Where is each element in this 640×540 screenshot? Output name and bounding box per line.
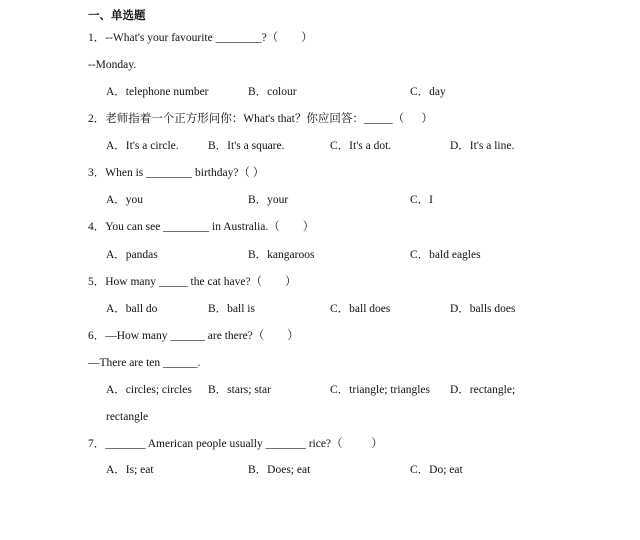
question-6-options [0,380,640,400]
option-b[interactable]: B．colour [248,86,297,98]
section-title-text: 一、单选题 [88,8,146,22]
section-title [0,5,640,25]
question-2-stem [0,109,640,129]
question-stem-text: 3．When is ________ birthday?（ ） [88,167,265,179]
question-1-extra [0,55,640,75]
question-stem-text: 5．How many _____ the cat have?（ ） [88,276,297,288]
question-5-options [0,299,640,319]
option-b[interactable]: B．stars; star [208,384,271,396]
question-stem-text: 6．—How many ______ are there?（ ） [88,330,299,342]
question-4-options [0,245,640,265]
option-c[interactable]: C．Do; eat [410,464,463,476]
option-b[interactable]: B．your [248,194,289,206]
option-b[interactable]: B．It's a square. [208,140,285,152]
question-extra-text: —There are ten ______. [88,357,201,369]
option-d[interactable]: D．balls does [450,303,516,315]
option-c[interactable]: C．day [410,86,446,98]
question-stem-text: 4．You can see ________ in Australia.（ ） [88,221,315,233]
question-7-stem [0,434,640,454]
question-6-stem [0,326,640,346]
option-a[interactable]: A．telephone number [106,86,209,98]
option-c[interactable]: C．I [410,194,433,206]
option-a[interactable]: A．It's a circle. [106,140,179,152]
option-c[interactable]: C．bald eagles [410,249,481,261]
question-5-stem [0,272,640,292]
option-d-continuation: rectangle [106,411,149,423]
question-3-stem [0,163,640,183]
question-stem-text: 2．老师指着一个正方形问你：What's that？你应回答：_____（ ） [88,113,433,125]
question-4-stem [0,217,640,237]
option-d[interactable]: D．It's a line. [450,140,515,152]
option-a[interactable]: A．pandas [106,249,158,261]
option-c[interactable]: C．triangle; triangles [330,384,430,396]
option-b[interactable]: B．ball is [208,303,255,315]
option-a[interactable]: A．circles; circles [106,384,192,396]
option-c[interactable]: C．ball does [330,303,391,315]
question-stem-text: 7．_______ American people usually _______ rice?（ ） [88,438,383,450]
question-3-options [0,190,640,210]
question-extra-text: --Monday. [88,59,137,71]
option-b[interactable]: B．Does; eat [248,464,311,476]
question-1-options [0,82,640,102]
question-1-stem [0,28,640,48]
option-b[interactable]: B．kangaroos [248,249,315,261]
question-6-option-continuation [0,407,640,427]
question-2-options [0,136,640,156]
question-7-options [0,460,640,480]
option-a[interactable]: A．you [106,194,144,206]
option-d[interactable]: D．rectangle; [450,384,516,396]
question-6-extra [0,353,640,373]
option-a[interactable]: A．Is; eat [106,464,154,476]
question-stem-text: 1．--What's your favourite ________?（ ） [88,32,313,44]
option-a[interactable]: A．ball do [106,303,158,315]
option-c[interactable]: C．It's a dot. [330,140,392,152]
